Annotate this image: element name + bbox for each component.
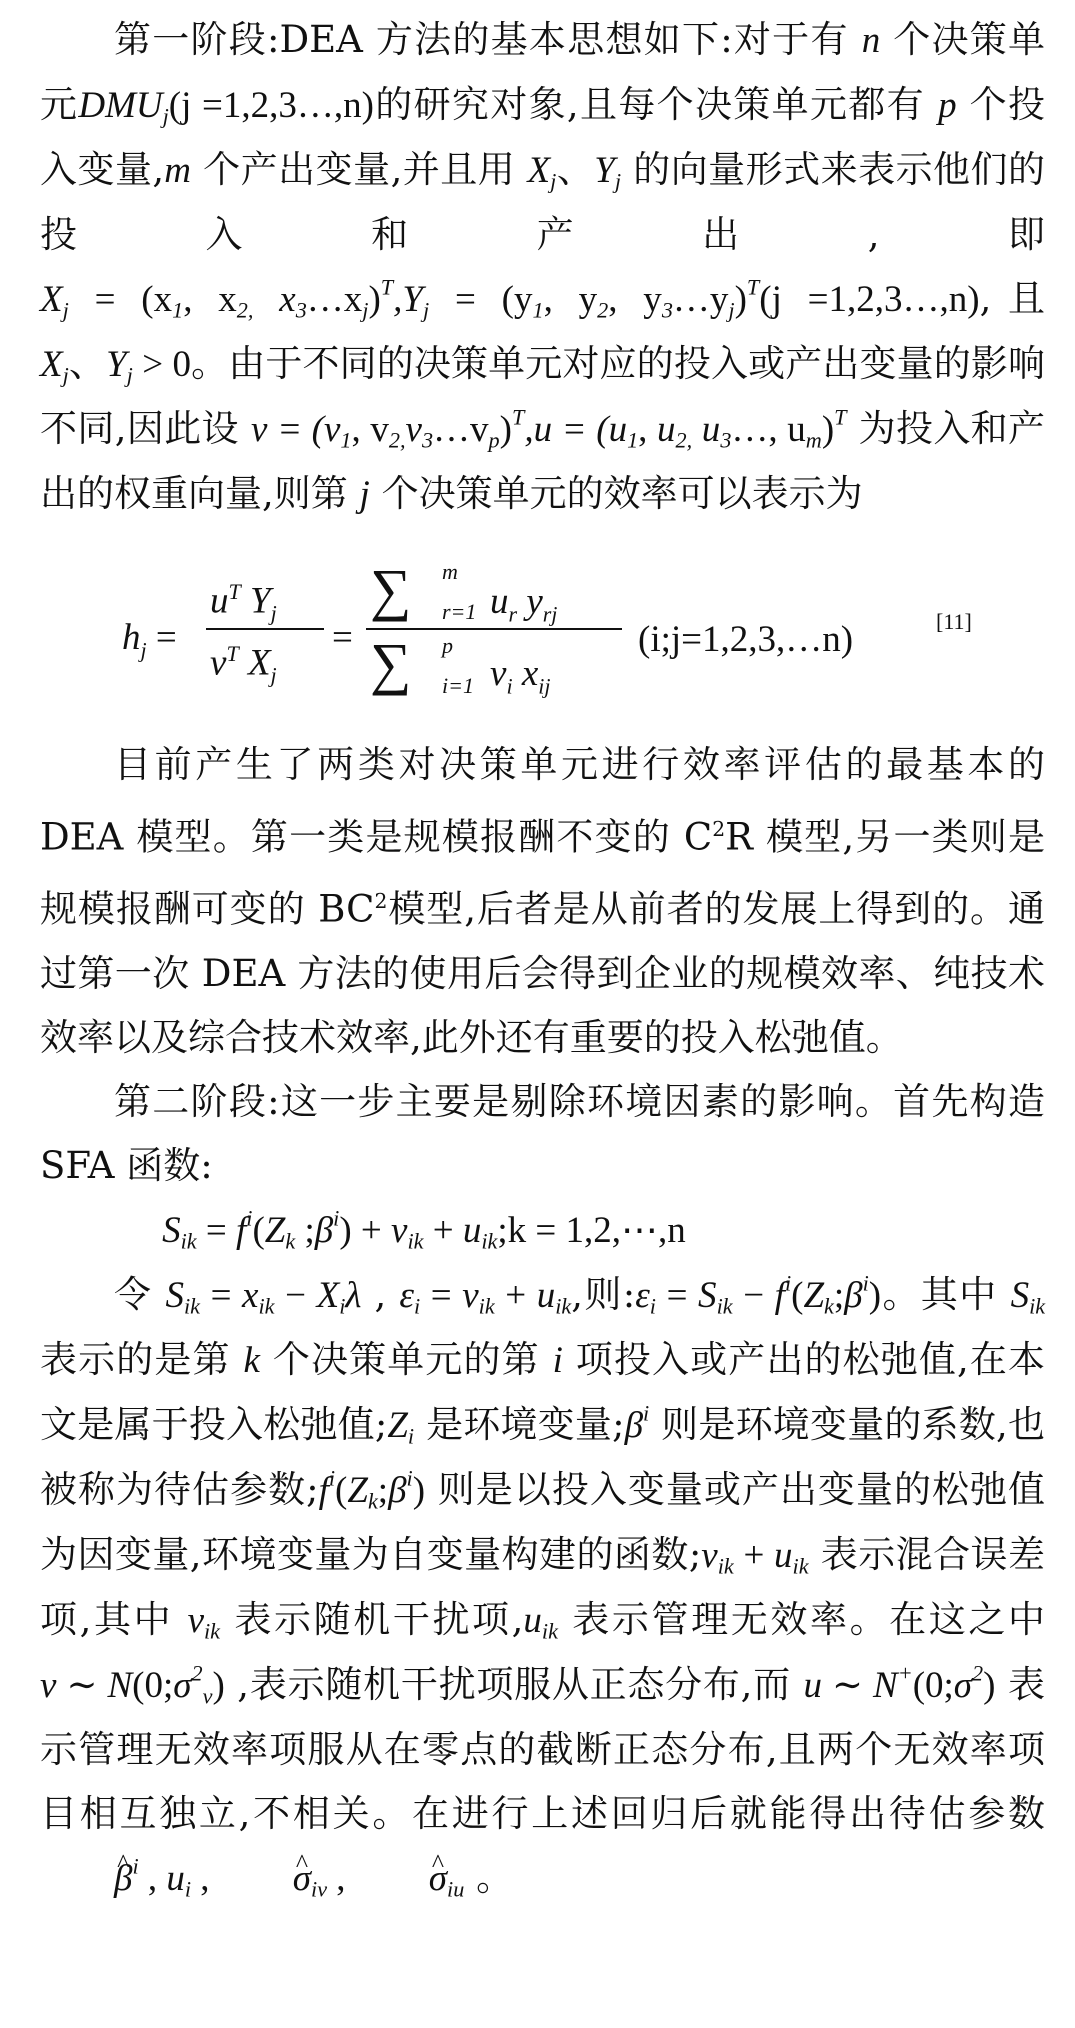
fraction-bar-1 xyxy=(206,628,324,630)
fraction-bar-2 xyxy=(366,628,622,630)
x-vector-definition: $X_j = (x_1$, $x_{2,}$ $x_3\dots x_j)^T$ xyxy=(40,274,394,323)
sum-icon: ∑ xyxy=(370,557,412,622)
denominator-sum xyxy=(370,631,412,696)
sfa-equation: $S_{ik} = f^i(Z_k$ $;\beta^i) + v_{ik}$ + $u_{ik};k$ = 1,2,⋯,n xyxy=(162,1205,686,1254)
paragraph-stage-two: 第二阶段:这一步主要是剔除环境因素的影响。首先构造 SFA 函数: xyxy=(40,1079,1045,1187)
efficiency-formula: $h_j$ = $u^T$ $Y_j$ $v^T$ $X_j$ = ∑ m r=1 $u_r$ $y_{rj}$ ∑ p i=1 $v_i$ $x_{ij}$ (i;j=1,2,3,…n) [11] xyxy=(122,557,972,699)
paragraph-stage-one: 第一阶段:DEA 方法的基本思想如下:对于有 n 个决策单元$DMU_j(j$ =1,2,3…,n)的研究对象,且每个决策单元都有 p 个投入变量,m 个产出变量,并且用 $X_j$、$Y_j$ 的向量形式来表示他们的投入和产出,即 $X_j = (x_1$, $x_{2,}$ $x_3\dots x_j)^T,Y_j = (y_1$, $y_2$, $y_3\dots y_j)^T(j$ =1,2,3…,n),且 $X_j$、$Y_j > 0$。由于不同的决策单元对应的投入或产出变量的影响不同,因此设 $v = (v_1$, $v_{2,}v_3\dots v_p)^T,u = (u_1$, $u_{2,}$ $u_3\dots$, $u_m)^T$ 为投入和产出的权重向量,则第 j 个决策单元的效率可以表示为 xyxy=(40,18,1046,515)
sum-icon-2: ∑ xyxy=(370,631,412,696)
weight-vector-u: $,u = (u_1$, $u_{2,}$ $u_3\dots$, $u_m)^T$ xyxy=(524,404,847,453)
numerator-sum xyxy=(370,557,412,622)
dmu-symbol: $DMU_j(j$ =1,2,3…,n) xyxy=(78,85,374,129)
positivity-condition: $X_j$、$Y_j > 0$ xyxy=(40,344,191,388)
y-vector-definition: $,Y_j = (y_1$, $y_2$, $y_3\dots y_j)^T(j$ =1,2,3…,n) xyxy=(393,274,980,323)
paragraph-slack-definition: 令 $S_{ik} = x_{ik} - X_i\lambda$ , $\varepsilon_i = v_{ik} + u_{ik}$,则$:\varepsilon_i = S_{ik}$ − $f^i(Z_k;\beta^i)$。其中 $S_{ik}$ 表示的是第 k 个决策单元的第 i 项投入或产出的松弛值,在本文是属于投入松弛值$;Z_i$ 是环境变量$;\beta^i$ 则是环境变量的系数,也被称为待估参数$;f^i(Z_k;\beta^i)$ 则是以投入变量或产出变量的松弛值为因变量,环境变量为自变量构建的函数$;v_{ik} + u_{ik}$ 表示混合误差项,其中 $v_{ik}$ 表示随机干扰项$,u_{ik}$ 表示管理无效率。在这之中 v ∼ $N(0;\sigma^2_v)$ ,表示随机干扰项服从正态分布,而 u ∼ $N^+(0;\sigma^2)$ 表示管理无效率项服从在零点的截断正态分布,且两个无效率项目相互独立,不相关。在进行上述回归后就能得出待估参数 ^ $\beta^i$ , $u_i$ , ^ $\sigma_{iv}$ , ^ $\sigma_{iu}$ 。 xyxy=(40,1263,1045,1911)
paragraph-dea-models: 目前产生了两类对决策单元进行效率评估的最基本的 DEA 模型。第一类是规模报酬不变的 $C^2R$ 模型,另一类则是规模报酬可变的 $BC^2$模型,后者是从前者的发展上得到的。通过第一次 DEA 方法的使用后会得到企业的规模效率、纯技术效率以及综合技术效率,此外还有重要的投入松弛值。 xyxy=(40,743,1045,1059)
weight-vector-v: $v = (v_1$, $v_{2,}v_3\dots v_p)^T$ xyxy=(251,404,525,453)
stage-one-label: 第一阶段: xyxy=(114,18,280,61)
